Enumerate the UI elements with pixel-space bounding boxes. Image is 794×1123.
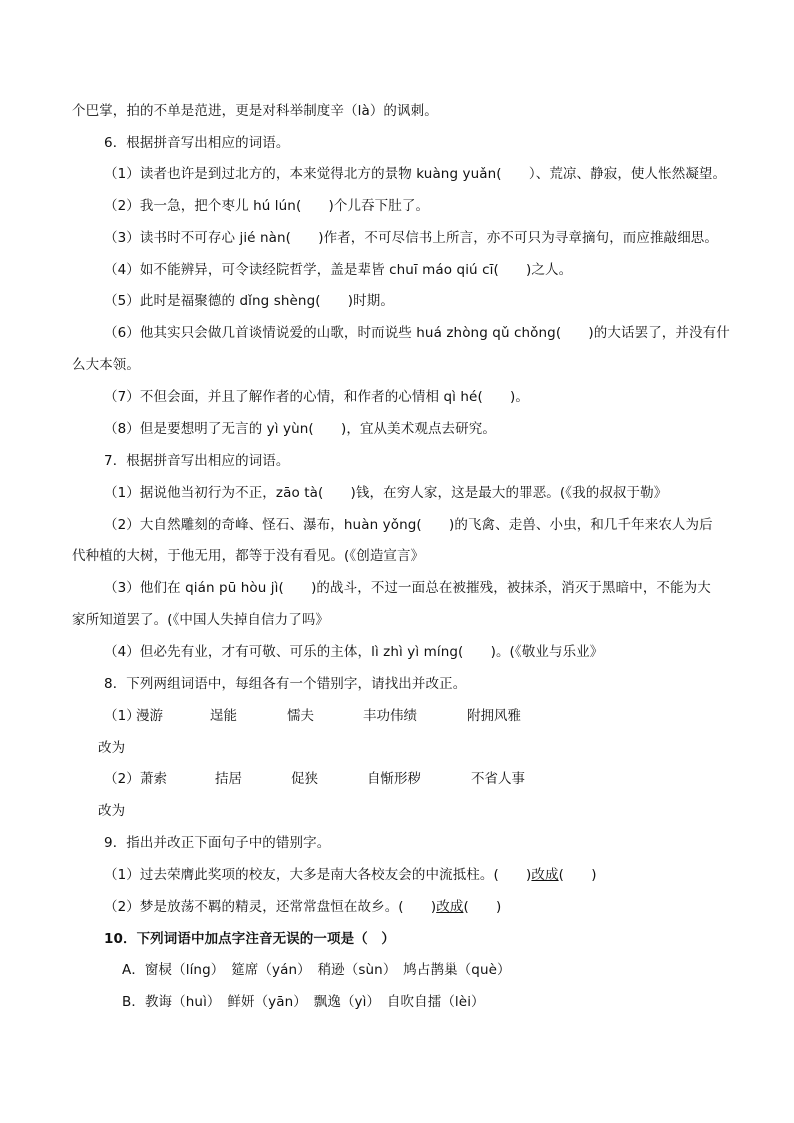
group-label: （2）: [104, 771, 140, 787]
word-item: 不省人事: [471, 771, 525, 787]
word-item: 附拥风雅: [467, 708, 521, 724]
question-8-group-1: [104, 706, 764, 726]
answer-blank: ( ): [463, 899, 502, 915]
question-8-title: 8．下列两组词语中，每组各有一个错别字，请找出并改正。: [104, 676, 467, 692]
question-6-title: 6．根据拼音写出相应的词语。: [104, 135, 290, 151]
question-7-title: 7．根据拼音写出相应的词语。: [104, 453, 290, 469]
question-7-item-4: （4）但必先有业，才有可敬、可乐的主体，lì zhì yì míng( )。(《敬业与乐业》: [104, 644, 604, 660]
correction-label: 改成: [531, 867, 559, 883]
word-item: 漫游: [136, 708, 163, 724]
word-item: 自惭形秽: [367, 771, 421, 787]
option-a: A．窗棂（líng） 筵席（yán） 稍逊（sùn） 鸠占鹊巢（què）: [122, 962, 511, 978]
word-item: 丰功伟绩: [363, 708, 417, 724]
word-item: 逞能: [210, 708, 237, 724]
question-6-item-8: （8）但是要想明了无言的 yì yùn( )，宜从美术观点去研究。: [104, 421, 496, 437]
question-6-item-6: （6）他其实只会做几首谈情说爱的山歌，时而说些 huá zhòng qǔ chǒng( )的大话罢了，并没有什: [104, 325, 730, 341]
question-6-item-2: （2）我一急，把个枣儿 hú lún( )个儿吞下肚了。: [104, 198, 430, 214]
question-6-item-3: （3）读书时不可存心 jié nàn( )作者，不可尽信书上所言，亦不可只为寻章摘句，而应推敲细思。: [104, 230, 718, 246]
question-6-item-4: （4）如不能辨异，可令读经院哲学，盖是辈皆 chuī máo qiú cī( )之人。: [104, 262, 573, 278]
question-10-title: 10．下列词语中加点字注音无误的一项是（ ）: [104, 931, 395, 947]
option-b: B．教诲（huì） 鲜妍（yān） 飘逸（yì） 自吹自擂（lèi）: [122, 994, 485, 1010]
question-6-item-7: （7）不但会面，并且了解作者的心情，和作者的心情相 qì hé( )。: [104, 389, 529, 405]
question-9-title: 9．指出并改正下面句子中的错别字。: [104, 835, 331, 851]
sentence-text: （1）过去荣膺此奖项的校友，大多是南大各校友会的中流抵柱。( ): [104, 867, 532, 883]
correction-label-2: 改为: [98, 803, 126, 819]
question-7-item-3-cont: 家所知道罢了。(《中国人失掉自信力了吗》: [72, 612, 330, 628]
correction-label: 改成: [436, 899, 464, 915]
group-label: （1）: [104, 708, 140, 724]
word-item: 懦夫: [287, 708, 314, 724]
question-7-item-2: （2）大自然雕刻的奇峰、怪石、瀑布，huàn yǒng( )的飞禽、走兽、小虫，和几千年来农人为后: [104, 517, 713, 533]
word-item: 萧索: [140, 771, 167, 787]
question-9-item-1: [104, 865, 764, 885]
correction-label-1: 改为: [98, 740, 126, 756]
question-7-item-3: （3）他们在 qián pū hòu jì( )的战斗，不过一面总在被摧残，被抹杀，消灭于黑暗中，不能为大: [104, 580, 711, 596]
sentence-text: （2）梦是放荡不羁的精灵，还常常盘恒在故乡。( ): [104, 899, 437, 915]
question-6-item-5: （5）此时是福聚德的 dǐng shèng( )时期。: [104, 293, 394, 309]
question-6-item-6-cont: 么大本领。: [72, 357, 140, 373]
text-line: 个巴掌，拍的不单是范进，更是对科举制度辛（là）的讽刺。: [72, 103, 438, 119]
question-7-item-1: （1）据说他当初行为不正，zāo tà( )钱，在穷人家，这是最大的罪恶。(《我的叔叔于勒》: [104, 485, 668, 501]
question-6-item-1: （1）读者也许是到过北方的，本来觉得北方的景物 kuàng yuǎn( ）、荒凉、静寂，使人怅然凝望。: [104, 166, 727, 182]
word-item: 拮居: [215, 771, 242, 787]
word-item: 促狭: [291, 771, 318, 787]
question-7-item-2-cont: 代种植的大树，于他无用，都等于没有看见。(《创造宣言》: [72, 548, 425, 564]
question-9-item-2: [104, 897, 764, 917]
answer-blank: ( ): [558, 867, 597, 883]
question-8-group-2: [104, 769, 764, 789]
